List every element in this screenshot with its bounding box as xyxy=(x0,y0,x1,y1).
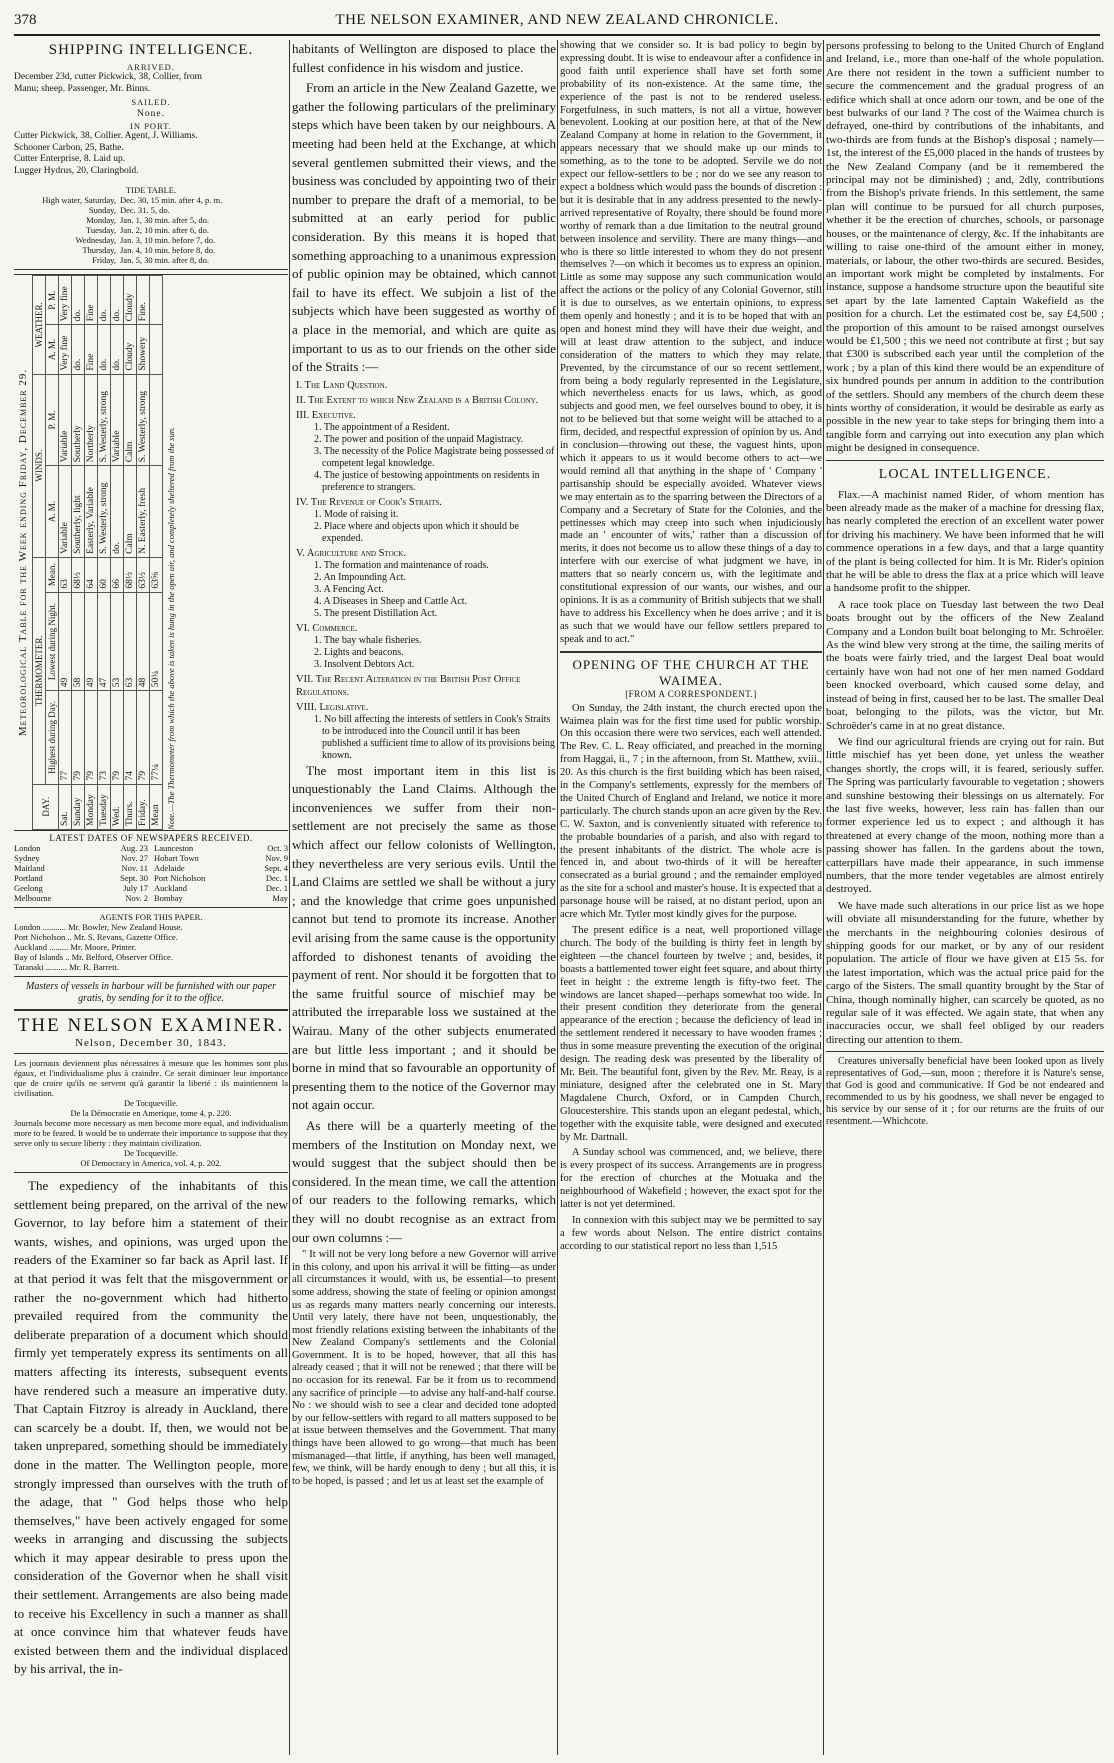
arrived-line: December 23d, cutter Pickwick, 38, Collier, from xyxy=(14,72,202,82)
column-rule xyxy=(557,40,558,1755)
agents-title: AGENTS FOR THIS PAPER. xyxy=(99,912,203,922)
newspaper-date: Sept. 4 xyxy=(264,863,288,873)
epigraph-source: Of Democracy in America, vol. 4, p. 202. xyxy=(80,1158,222,1168)
met-cell: do. xyxy=(111,276,124,325)
shipping-title: SHIPPING INTELLIGENCE. xyxy=(48,42,254,58)
agent-entry: Bay of Islands .. Mr. Belford, Observer Office. xyxy=(14,952,173,962)
sailed-value: None. xyxy=(137,109,165,119)
met-cell: S. Westerly, strong xyxy=(98,466,111,558)
met-cell: do. xyxy=(72,276,85,325)
met-cell: do. xyxy=(98,276,111,325)
met-cell: 77¼ xyxy=(150,691,163,784)
tide-row xyxy=(14,195,288,205)
agent-entry: Port Nicholson .. Mr. S. Revans, Gazette Office. xyxy=(14,932,178,942)
met-col-winds-pm: P. M. xyxy=(46,374,59,466)
list-heading: III. Executive. xyxy=(296,409,356,421)
met-row xyxy=(111,276,124,830)
sailed-heading: SAILED. xyxy=(131,97,171,107)
divider xyxy=(14,269,288,270)
divider xyxy=(14,907,288,908)
divider xyxy=(14,976,288,977)
met-cell: 49 xyxy=(85,592,98,691)
met-cell: 47 xyxy=(98,592,111,691)
epigraph-source: De la Démocratie en Amerique, tome 4, p. 220. xyxy=(70,1108,232,1118)
tide-day: Wednesday, xyxy=(75,235,116,245)
newspaper-date: Sept. 30 xyxy=(120,873,148,883)
column-rule xyxy=(823,40,824,1755)
in-port-heading: IN PORT. xyxy=(130,121,172,131)
epigraph-english: Journals become more necessary as men become more equal, and individualism more to be feared. It would be to underrate their importance to suppose that they serve only to secure liberty : they maintain civilization. xyxy=(14,1118,288,1148)
newspaper-place: Hobart Town xyxy=(154,853,199,863)
quoted-extract-continued: showing that we consider so. It is bad policy to begin by expressing doubt. It is wise to endeavour after a confidence in good faith until experience shall have set forth some probability of its non-existence. At the same time, the experience of the past is not to be rendered useless. Forgetfulness, in such matters, is not all a virtue, however benevolent. Looking at our position here, at that of the New Zealand Company at home in relation to the Government, it appears necessary that we should make up our minds to something, as to the tone to be adopted. Servile we do not expect our fellow-settlers to be ; nor do we see any reason to expect a boldness which would pass the bounds of discretion : but it is desirable that in any address presented to the newly-arrived representative of Royalty, there should be found more worthy of remark than a due limitation to the neutral ground between insolence and servility. There are many things—and who is there so little interested to whom they do not present themselves ?—on which it becomes us to express an opinion. Little as some may suppose any such communication would affect the actions or the policy of any Colonial Governor, still it is due to ourselves, as we entertain opinions, to express them openly and honestly ; and it is to be hoped that with an open and honest mind they will have their due weight, and will at least draw attention to the subject, and induce consideration of the matters to which they may relate. Prevented, by the circumstance of our so recent settlement, from being a body regularly represented in the Legislature, which nevertheless enacts for us laws, which, as good subjects and good men, we feel ourselves bound to obey, it is not to be believed but that some weight will be attached to a firm, decided, and respectful expression of opinion by us. And in conclusion—throwing out these, the vaguest hints, upon which it appears to us it would become others to act—we would remind all that anything in the shape of ' Company ' partisanship should be especially avoided. Whatever views we may entertain as to the sparring between the Directors of a Company and a Secretary of State for the Colonies, and the pettinesses which may creep into such when injudiciously made an ' encounter of wits,' rather than a discussion of merits, it does not become us to allow these things of a day to interfere with our exercise of what judgment we have, in matters that so nearly concern us, with the legitimate and constitutional expression of our wants, our wishes, and our opinions. It is as a community of British subjects that we shall have to address his Excellency when he does arrive ; and it is as such that we would have our fellow settlers prepared to speak and to act." xyxy=(560,40,822,645)
tide-day: Tuesday, xyxy=(85,225,116,235)
met-cell: 68½ xyxy=(124,557,137,592)
met-col-day: DAY. xyxy=(33,784,59,829)
in-port-line: Cutter Pickwick, 38, Collier. Agent, J. Williams. xyxy=(14,131,198,141)
church-article-title: OPENING OF THE CHURCH AT THE WAIMEA. xyxy=(572,656,810,688)
church-article-source: [FROM A CORRESPONDENT.] xyxy=(625,688,757,699)
met-cell: do. xyxy=(72,325,85,374)
newspaper-place: Maitland xyxy=(14,863,45,873)
tide-title: TIDE TABLE. xyxy=(125,185,177,195)
newspaper-place: Launceston xyxy=(154,843,194,853)
newspaper-date: Nov. 9 xyxy=(265,853,288,863)
met-cell: N. Easterly, fresh xyxy=(137,466,150,558)
list-item: 1. The formation and maintenance of roads. xyxy=(314,559,489,571)
newspaper-date: Aug. 23 xyxy=(120,843,148,853)
local-paragraph: We have made such alterations in our price list as we hope will obviate all misunderstanding for the future, whether by the merchants in the neighbouring colonies desirous of shipping goods for our market, or by any of our resident population. The article of flour we have given at £15 5s. for the latest importation, which was the actual price paid for the cargo of the Sisters. The small quantity brought by the Star of China, though nominally higher, can scarcely be quoted, as no regular sale of it was effected. We again state, that when any inaccuracies occur, we shall feel obliged by our readers directing our attention to them. xyxy=(826,899,1104,1046)
tide-row xyxy=(14,255,288,265)
tide-row xyxy=(14,245,288,255)
met-cell: Cloudy xyxy=(124,325,137,374)
list-heading: I. The Land Question. xyxy=(296,379,388,391)
tide-time: Jan. 3, 10 min. before 7, do. xyxy=(120,235,216,245)
met-cell: Variable xyxy=(111,374,124,466)
newspaper-date: Oct. 3 xyxy=(267,843,288,853)
met-cell xyxy=(150,466,163,558)
met-cell: Variable xyxy=(59,374,72,466)
memorial-subject-list xyxy=(292,379,556,762)
divider xyxy=(826,460,1104,461)
newspaper-place: Auckland xyxy=(154,883,188,893)
tide-time: Jan. 4, 10 min. before 8, do. xyxy=(120,245,216,255)
list-item: 2. An Impounding Act. xyxy=(314,571,406,583)
list-item: 1. The bay whale fisheries. xyxy=(314,634,422,646)
tide-day: Monday, xyxy=(86,215,116,225)
newspaper-date: July 17 xyxy=(123,883,148,893)
newspaper-date: May xyxy=(272,893,288,903)
editorial-paragraph: The most important item in this list is unquestionably the Land Claims. Although the inconveniences we suffer from their non-settlement are not precisely the same as those which affect our fellow colonists of Wellington, they nevertheless are very serious evils. Until the Land Claims are settled we shall be without a jury ; and the knowledge that crime goes unpunished cannot but tend to promote its increase. Another evil arising from the same cause is the opportunity afforded to dishonest tenants of avoiding the payment of rent. Nor should it be forgotten that to the same fruitful source of mischief may be attributed the irreparable loss we sustained at the Wairau. Many of the other subjects enumerated are but little less important ; and it should be borne in mind that so favourable an opportunity of presenting them to the notice of the Governor may not again occur. xyxy=(292,762,556,1113)
newspaper-date: Nov. 2 xyxy=(125,893,148,903)
met-row xyxy=(137,276,150,830)
met-col-mean: Mean. xyxy=(46,557,59,592)
met-cell: Southerly, light xyxy=(72,466,85,558)
running-title: THE NELSON EXAMINER, AND NEW ZEALAND CHRONICLE. xyxy=(335,12,779,28)
local-intelligence-title: LOCAL INTELLIGENCE. xyxy=(878,466,1052,482)
newspaper-date-entry xyxy=(14,893,148,903)
met-cell: 60 xyxy=(98,557,111,592)
list-item: 3. A Fencing Act. xyxy=(314,583,384,595)
newspaper-place: Melbourne xyxy=(14,893,52,903)
met-cell: 66 xyxy=(111,557,124,592)
met-row xyxy=(59,276,72,830)
page-header xyxy=(14,12,1100,34)
list-item: 2. The power and position of the unpaid Magistracy. xyxy=(314,433,524,445)
list-item: 1. The appointment of a Resident. xyxy=(314,421,450,433)
met-cell: 50¾ xyxy=(150,592,163,691)
met-cell: do. xyxy=(98,325,111,374)
met-cell: 58 xyxy=(72,592,85,691)
epigraph-attribution: De Tocqueville. xyxy=(123,1148,178,1158)
met-row xyxy=(98,276,111,830)
met-cell: 63½ xyxy=(137,557,150,592)
met-cell: Very fine xyxy=(59,276,72,325)
church-paragraph: In connexion with this subject may we be permitted to say a few words about Nelson. The entire district contains according to our statistical report no less than 1,515 xyxy=(560,1214,822,1252)
list-heading: IV. The Revenue of Cook's Straits. xyxy=(296,496,442,508)
met-row xyxy=(150,276,163,830)
met-row xyxy=(85,276,98,830)
list-heading: II. The Extent to which New Zealand is a British Colony. xyxy=(296,394,539,406)
met-cell: 49 xyxy=(59,592,72,691)
met-cell: Northerly xyxy=(85,374,98,466)
met-cell: 77 xyxy=(59,691,72,784)
list-item: 4. A Diseases in Sheep and Cattle Act. xyxy=(314,595,468,607)
closing-quotation: Creatures universally beneficial have been looked upon as lively representatives of God,—sun, moon ; therefore it is Nature's sense, that God is good and communicative. If God be not endeared and recommended to us by his goodness, we shall never be engaged to his service by our sense of it ; for our returns are the fruits of our resentment.—Whichcote. xyxy=(826,1056,1104,1128)
masters-note: Masters of vessels in harbour will be furnished with our paper gratis, by sending for it to the office. xyxy=(26,981,276,1004)
met-col-weather-pm: P. M. xyxy=(46,276,59,325)
met-cell: 73 xyxy=(98,691,111,784)
list-heading: VIII. Legislative. xyxy=(296,701,369,713)
met-cell: Fine xyxy=(85,276,98,325)
met-cell: do. xyxy=(111,325,124,374)
tide-time: Dec. 30, 15 min. after 4, p. m. xyxy=(120,195,223,205)
met-cell: Southerly xyxy=(72,374,85,466)
epigraph-attribution: De Tocqueville. xyxy=(123,1098,178,1108)
local-paragraph: A race took place on Tuesday last between the two Deal boats brought out by the officers of the New Zealand Company and a London built boat belonging to Mr. Schroëler. As the wind blew very strong at the time, the sailing merits of the boats were fairly tried, and the largest Deal boat would certainly have won had not one of her men named Goddard been knocked overboard, which caused some delay, and instead of being in first, caused her to be last. The smaller Deal boat, belonging to the pilots, was the victor, but Mr. Schroëder's came in at no great distance. xyxy=(826,598,1104,732)
epigraph xyxy=(14,1058,288,1168)
met-cell: Showery xyxy=(137,325,150,374)
met-cell: Friday. xyxy=(137,784,150,829)
newspaper-place: Geelong xyxy=(14,883,43,893)
in-port-line: Schooner Carbon, 25, Bathe. xyxy=(14,142,124,153)
met-cell: 79 xyxy=(111,691,124,784)
met-row xyxy=(124,276,137,830)
list-heading: VII. The Recent Alteration in the British Post Office Regulations. xyxy=(296,673,521,698)
agent-entry: Auckland ......... Mr. Moore, Printer. xyxy=(14,942,137,952)
tide-time: Dec. 31. 5, do. xyxy=(120,205,170,215)
newspaper-place: Adelaide xyxy=(154,863,185,873)
editorial-paragraph: The expediency of the inhabitants of this settlement being prepared, on the arrival of the new Governor, to lay before him a statement of their wants, wishes, and opinions, was urged upon the readers of the Examiner so far back as April last. If at that period it was felt that the misgovernment or rather the no-government which had hitherto prevailed required from the community the deliberate preparation of a document which should firmly yet temperately express its sentiments on all matters affecting its interests, subsequent events have rendered such a measure an imperative duty. That Captain Fitzroy is already in Auckland, there can scarcely be a doubt. If, then, we would not be taken unprepared, something should be immediately done in the matter. The Wellington people, more strongly impressed than ourselves with the truth of the adage, that " God helps those who help themselves," have been actively engaged for some weeks in arranging and discussing the subjects which it may appear desirable to press upon the consideration of the Governor when he shall visit their settlement. Arrangements are also being made to receive his Excellency in such a manner as shall at once convince him that whatever feuds have existed between them and the individual displaced by his arrival, the in- xyxy=(14,1178,288,1677)
met-cell: Monday xyxy=(85,784,98,829)
met-cell: Easterly, Variable xyxy=(85,466,98,558)
list-item: 2. Place where and objects upon which it should be expended. xyxy=(314,520,519,544)
tide-time: Jan. 1, 30 min. after 5, do. xyxy=(120,215,209,225)
newspaper-place: Bombay xyxy=(154,893,183,903)
met-cell: 79 xyxy=(137,691,150,784)
met-cell: 79 xyxy=(72,691,85,784)
met-cell: Sunday xyxy=(72,784,85,829)
arrived-line: Manu; sheep. Passenger, Mr. Binns. xyxy=(14,83,151,94)
newspaper-date-entry xyxy=(154,853,288,863)
met-cell: Tuesday xyxy=(98,784,111,829)
newspaper-date-entry xyxy=(14,853,148,863)
met-cell: 79 xyxy=(85,691,98,784)
meteorological-table-box xyxy=(14,274,288,831)
newspaper-date: Nov. 11 xyxy=(121,863,148,873)
met-col-highest: Highest during Day. xyxy=(46,691,59,784)
editorial-paragraph: As there will be a quarterly meeting of the members of the Institution on Monday next, we would suggest that the subject should then be considered. In the mean time, we call the attention of our readers to the following remarks, which they will no doubt recognise as an extract from our own columns :— xyxy=(292,1117,556,1245)
met-col-lowest: Lowest during Night. xyxy=(46,592,59,691)
column-4 xyxy=(826,40,1104,1755)
newspaper-place: Portland xyxy=(14,873,43,883)
met-cell: 63 xyxy=(59,557,72,592)
newspaper-date-entry xyxy=(154,863,288,873)
met-cell: 48 xyxy=(137,592,150,691)
met-cell: Very fine xyxy=(59,325,72,374)
church-paragraph-continued: persons professing to belong to the United Church of England and Ireland, i.e., more than one-half of the whole population. Are there not resident in the town a sufficient number to secure the commencement and the gradual progress of an edifice which shall at once adorn our town, and be one of the best bulwarks of our land ? The cost of the Waimea church is defrayed, one-third by contributions of the inhabitants, and two-thirds are from funds at the Bishop's disposal ; namely—1st, the interest of the £5,000 placed in the hands of trustees by the New Zealand Company (and be it remembered the principal may not be diminished) ; and, 2dly, contributions from the Bishop's private friends. In this settlement, the same plan will continue to be pursued for all church purposes, whether it be the erection of churches, schools, or parsonage houses, or the maintenance of clergy, &c. If the inhabitants are willing to raise one-third of the amount either in money, materials, or labour, the other two-thirds are secured. Besides, an important work might be completed by instalments. For instance, suppose a handsome structure upon the beautiful site set apart by the late lamented Captain Wakefield as the position for a church. Let the estimated cost be, say £4,500 ; the proportion of this amount to be raised amongst ourselves would be £1,500 ; this we need not contribute at first ; but say that £300 is subscribed each year until the completion of the work ; by a plan of this kind there would be an expenditure of six hundred pounds per annum in addition to the contribution of the settlers. Should any members of the church deem these hints worthy of consideration, it would be desirable as early as possible in the new year to take steps for bringing them into a tangible form and carrying out into execution any plan which might be designed in consequence. xyxy=(826,40,1104,455)
met-cell: Cloudy xyxy=(124,276,137,325)
epigraph-french: Les journaux deviennent plus nécessaires à mesure que les hommes sont plus égaux, et l'individualisme plus à craindre. Ce serait diminuer leur importance que de croire qu'ils ne servent qu'à garantir la liberté : ils maintiennent la civilisation. xyxy=(14,1058,288,1098)
met-head-winds: WINDS. xyxy=(33,374,46,557)
met-note: Note.—The Thermometer from which the above is taken is hung in the open air, and completely sheltered from the sun. xyxy=(166,426,176,830)
list-item: 4. The justice of bestowing appointments on residents in preference to strangers. xyxy=(314,469,540,493)
met-col-weather-am: A. M. xyxy=(46,325,59,374)
list-item: 2. Lights and beacons. xyxy=(314,646,404,658)
tide-day: Sunday, xyxy=(88,205,116,215)
list-item: 1. Mode of raising it. xyxy=(314,508,399,520)
list-heading: VI. Commerce. xyxy=(296,622,358,634)
met-title: Meteorological Table for the Week ending Friday, December 29. xyxy=(17,368,29,737)
met-cell: 68½ xyxy=(72,557,85,592)
editorial-paragraph: habitants of Wellington are disposed to place the fullest confidence in his wisdom and justice. xyxy=(292,41,556,75)
met-cell xyxy=(150,325,163,374)
church-paragraph: On Sunday, the 24th instant, the church erected upon the Waimea plain was for the first time used for public worship. On this occasion there were two services, each well attended. The Rev. C. L. Reay officiated, and preached in the morning from Haggai, ii., 7 ; in the afternoon, from St. Matthew, xviii., 20. As this church is the first building which has been raised, in the Company's settlements, expressly for the members of the United Church of England and Ireland, we notice it more particularly. The church stands upon an acre given by the Rev. C. W. Saxton, and is conveniently situated with reference to the probable boundaries of a parish, and also with regard to the present inhabitants of the district. The whole acre is fenced in, and about two-thirds of it will be hereafter consecrated as a burial ground ; and the remainder employed as the site for a school and master's house. It is expected that a parsonage house will be raised, at no distant period, upon an acre which Mr. Tytler most kindly gives for the purpose. xyxy=(560,702,822,921)
newspaper-date-entry xyxy=(14,863,148,873)
local-paragraph: We find our agricultural friends are crying out for rain. But little mischief has yet been done, yet unless the weather changes shortly, the crops will, it is feared, seriously suffer. The Spring was particularly favourable to vegetation ; showers and sunshine bestowing their blessings on us alternately. For the last five weeks, however, less rain has fallen than our former experience led us to expect ; and although it has threatened at every change of the moon, nothing more than a passing shower has fallen. In the gardens about the town, catterpillars have made their appearance, in such immense numbers, that the more tender vegetables are almost entirely destroyed. xyxy=(826,735,1104,896)
tide-row xyxy=(14,205,288,215)
tide-time: Jan. 2, 10 min. after 6, do. xyxy=(120,225,209,235)
met-cell: Wed. xyxy=(111,784,124,829)
met-head-thermometer: THERMOMETER. xyxy=(33,557,46,784)
met-cell: Thurs. xyxy=(124,784,137,829)
met-cell: Variable xyxy=(59,466,72,558)
arrived-heading: ARRIVED. xyxy=(127,62,175,72)
tide-time: Jan. 5, 30 min. after 8, do. xyxy=(120,255,209,265)
masthead-name: THE NELSON EXAMINER. xyxy=(17,1015,285,1036)
in-port-line: Lugger Hydrus, 20, Claringbold. xyxy=(14,165,139,176)
newspaper-place: London xyxy=(14,843,41,853)
in-port-line: Cutter Enterprise, 8. Laid up. xyxy=(14,154,126,164)
met-cell: 53 xyxy=(111,592,124,691)
newspaper-date-entry xyxy=(14,873,148,883)
newspapers-table xyxy=(14,843,288,903)
column-rule xyxy=(289,40,290,1755)
newspaper-place: Sydney xyxy=(14,853,40,863)
met-cell: Sat. xyxy=(59,784,72,829)
met-cell: Calm xyxy=(124,374,137,466)
divider xyxy=(826,1051,1104,1052)
tide-row xyxy=(14,215,288,225)
met-cell: 64 xyxy=(85,557,98,592)
met-cell xyxy=(150,276,163,325)
newspaper-date-entry xyxy=(14,843,148,853)
list-heading: V. Agriculture and Stock. xyxy=(296,547,406,559)
church-paragraph: A Sunday school was commenced, and, we believe, there is every prospect of its success. Arrangements are in progress for the erection of churches at the Motuaka and the neighbourhood of Wakefield ; however, the exact spot for the latter is not yet determined. xyxy=(560,1147,822,1211)
column-2 xyxy=(292,40,556,1755)
tide-day: Thursday, xyxy=(82,245,116,255)
page-number: 378 xyxy=(14,12,37,28)
column-3 xyxy=(560,40,822,1755)
header-rule xyxy=(14,34,1100,36)
met-col-winds-am: A. M. xyxy=(46,466,59,558)
newspaper-date-entry xyxy=(154,893,288,903)
met-cell: 63⅝ xyxy=(150,557,163,592)
met-cell: Mean xyxy=(150,784,163,829)
met-cell: Fine xyxy=(85,325,98,374)
local-paragraph: Flax.—A machinist named Rider, of whom mention has been already made as the maker of a machine for dressing flax, has nearly completed the erection of an excellent water power for driving his machinery. We have been informed that he will commence operations in a few days, and that a large quantity of the plant is being collected for him. It is Mr. Rider's opinion that he will be able to dress the flax at a price which will leave a handsome profit to the shipper. xyxy=(826,488,1104,595)
newspapers-title: LATEST DATES OF NEWSPAPERS RECEIVED. xyxy=(49,833,253,843)
tide-table xyxy=(14,195,288,265)
tide-row xyxy=(14,235,288,245)
newspaper-place: Port Nicholson xyxy=(154,873,206,883)
tide-row xyxy=(14,225,288,235)
agent-entry: London ........... Mr. Bowler, New Zealand House. xyxy=(14,922,183,932)
tide-day: Friday, xyxy=(92,255,116,265)
met-cell: S. Westerly, strong xyxy=(137,374,150,466)
newspaper-date: Nov. 27 xyxy=(121,853,148,863)
meteorological-table xyxy=(32,275,163,830)
newspaper-date: Dec. 1 xyxy=(265,873,288,883)
meteorological-table-rotated xyxy=(14,275,288,830)
agents-list xyxy=(14,922,288,972)
met-row xyxy=(72,276,85,830)
tide-day: High water, Saturday, xyxy=(42,195,116,205)
agent-entry: Taranaki .......... Mr. R. Barrett. xyxy=(14,962,119,972)
masthead-date: Nelson, December 30, 1843. xyxy=(75,1037,227,1049)
met-cell xyxy=(150,374,163,466)
newspaper-date-entry xyxy=(154,843,288,853)
list-item: 1. No bill affecting the interests of settlers in Cook's Straits to be introduced into the Council until it has been published a sufficient time to allow of its provisions being known. xyxy=(314,713,555,761)
column-1 xyxy=(14,40,288,1755)
met-cell: 63 xyxy=(124,592,137,691)
divider xyxy=(560,651,822,653)
newspaper-date-entry xyxy=(154,883,288,893)
list-item: 5. The present Distillation Act. xyxy=(314,607,438,619)
list-item: 3. Insolvent Debtors Act. xyxy=(314,658,415,670)
met-cell: do. xyxy=(111,466,124,558)
newspaper-date: Dec. 1 xyxy=(265,883,288,893)
divider xyxy=(14,1053,288,1054)
met-cell: 74 xyxy=(124,691,137,784)
met-head-weather: WEATHER. xyxy=(33,276,46,375)
quoted-extract: " It will not be very long before a new Governor will arrive in this colony, and upon his arrival it will be fitting—as under all circumstances it would, with us, be essential—to present some address, showing the state of feeling or opinion amongst us as regards many matters nearly concerning our interests. Until very lately, there have not been, unquestionably, the most friendly relations existing between the inhabitants of the New Zealand Company's settlements and the Colonial Government. It is to be hoped, however, that all this has already ceased ; that it will not be renewed ; that there will be no occasion for its renewal. Far be it from us to recommend any sacrifice of principle —to advise any half-and-half course. No : we should wish to see a clear and decided tone adopted by our fellow-settlers with regard to all matters supposed to be at issue between themselves and the Government. That many things have been allowed to go wrong—that much has been mismanaged—that little, if anything, has been well managed, few, we think, will be hardy enough to deny ; but all this, it is to be hoped, is passed ; and let us at least set the example of xyxy=(292,1249,556,1487)
met-cell: Calm xyxy=(124,466,137,558)
divider xyxy=(14,1172,288,1173)
editorial-paragraph: From an article in the New Zealand Gazette, we gather the following particulars of the preliminary steps which have been taken by our neighbours. A meeting had been held at the Exchange, at which several gentlemen submitted their views, and the business was concluded by appointing two of their number to prepare the draft of a memorial, to be submitted at an early period for public consideration. By this means it is hoped that something approaching to a unanimous expression of public opinion may be obtained, which cannot fail to have its effect. We subjoin a list of the subjects which have been suggested as worthy of a place in the memorial, and which are quite as important to us as to our friends on the other side of the Straits :— xyxy=(292,80,556,375)
newspaper-date-entry xyxy=(14,883,148,893)
met-cell: Fine. xyxy=(137,276,150,325)
church-paragraph: The present edifice is a neat, well proportioned village church. The body of the building is thirty feet in length by eighteen —the chancel fourteen by twelve ; and, besides, it boasts a battlemented tower eight feet square, and about thirty feet in height : the extreme length is fifty-two feet. The windows are lancet shaped—perhaps somewhat too wide. In their present condition they deteriorate from the general appearance of the erection ; because the deficiency of lead in the settlement rendered it necessary to have wooden frames ; thus in some measure preventing the execution of the original design. The reading desk was presented by the liberality of Mr. Beit. The beautiful font, given by the Rev. Mr. Reay, is a miniature, designed after the celebrated one in St. Mary Magdalene Church, Oxford, or in Campden Church, Gloucestershire. This stands upon an elegant pedestal, which, together with the exquisite table, were designed and executed by Mr. Dartnall. xyxy=(560,925,822,1143)
divider xyxy=(14,1009,288,1011)
met-cell: S. Westerly, strong xyxy=(98,374,111,466)
list-item: 3. The necessity of the Police Magistrate being possessed of competent legal knowledge. xyxy=(314,445,555,469)
newspaper-date-entry xyxy=(154,873,288,883)
